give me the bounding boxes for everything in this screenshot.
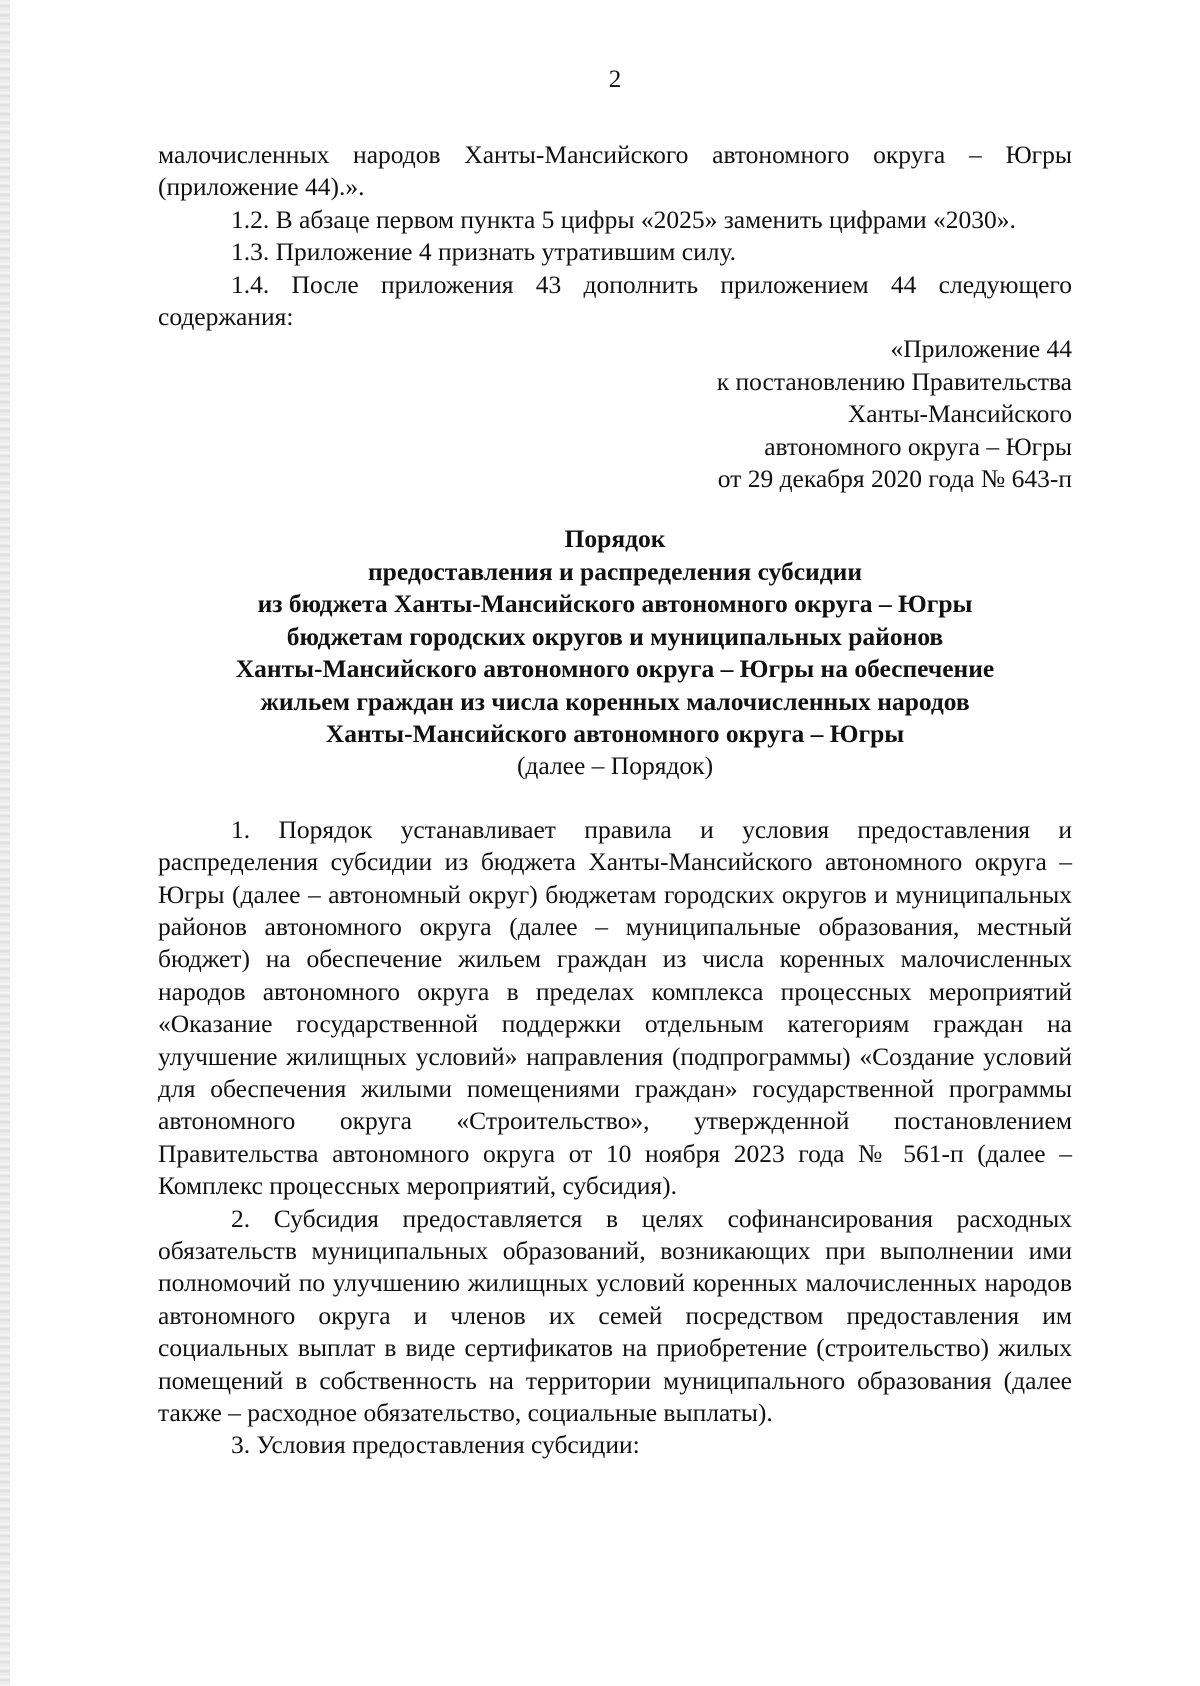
point-2-paragraph: 2. Субсидия предоставляется в целях софинансирования расходных обязательств муниципальных образований, возникающих при выполнении ими полномочий по улучшению жилищных условий коренных малочисленных народов автономного округа и членов их семей посредством предоставления им социальных выплат в виде сертификатов на приобретение (строительство) жилых помещений в собственность на территории муниципального образования (далее также – расходное обязательство, социальные выплаты). [158,1203,1072,1428]
title-line: бюджетам городских округов и муниципальных районов [286,621,944,651]
appendix-header [158,333,1072,495]
amendment-item-1-2: 1.2. В абзаце первом пункта 5 цифры «2025» заменить цифрами «2030». [231,204,1016,234]
section-gap [158,783,1072,814]
title-line: Порядок [564,524,666,554]
appendix-header-line: «Приложение 44 [890,334,1072,364]
title-line: Ханты-Мансийского автономного округа – Югры на обеспечение [235,654,995,684]
amendment-item-1-4: 1.4. После приложения 43 дополнить приложением 44 следующего содержания: [158,269,1072,332]
title-line: жильем граждан из числа коренных малочисленных народов [260,686,970,716]
title-line: Ханты-Мансийского автономного округа – Югры [325,718,905,748]
point-3-paragraph: 3. Условия предоставления субсидии: [231,1430,640,1460]
appendix-header-line: к постановлению Правительства [716,366,1072,396]
page-number: 2 [608,66,622,93]
appendix-header-line: от 29 декабря 2020 года № 643-п [717,464,1072,494]
scan-edge-artifact [0,0,10,1686]
point-1-paragraph: 1. Порядок устанавливает правила и условия предоставления и распределения субсидии из бюджета Ханты-Мансийского автономного округа – Югры (далее – автономный округ) бюджетам городских округов и муниципальных районов автономного округа (далее – муниципальные образования, местный бюджет) на обеспечение жильем граждан из числа коренных малочисленных народов автономного округа в пределах комплекса процессных мероприятий «Оказание государственной поддержки отдельным категориям граждан на улучшение жилищных условий» направления (подпрограммы) «Создание условий для обеспечения жилыми помещениями граждан» государственной программы автономного округа «Строительство», утвержденной постановлением Правительства автономного округа от 10 ноября 2023 года № 561-п (далее – Комплекс процессных мероприятий, субсидия). [158,814,1072,1201]
title-note: (далее – Порядок) [516,751,714,781]
continuation-paragraph: малочисленных народов Ханты-Мансийского автономного округа – Югры (приложение 44).». [158,140,1072,202]
appendix-header-line: Ханты-Мансийского [847,399,1072,429]
title-line: из бюджета Ханты-Мансийского автономного округа – Югры [257,589,973,619]
amendment-item-1-3: 1.3. Приложение 4 признать утратившим силу. [231,237,737,267]
document-title [158,523,1072,782]
document-body [158,139,1072,1462]
appendix-header-line: автономного округа – Югры [764,431,1072,461]
title-line: предоставления и распределения субсидии [367,556,863,586]
